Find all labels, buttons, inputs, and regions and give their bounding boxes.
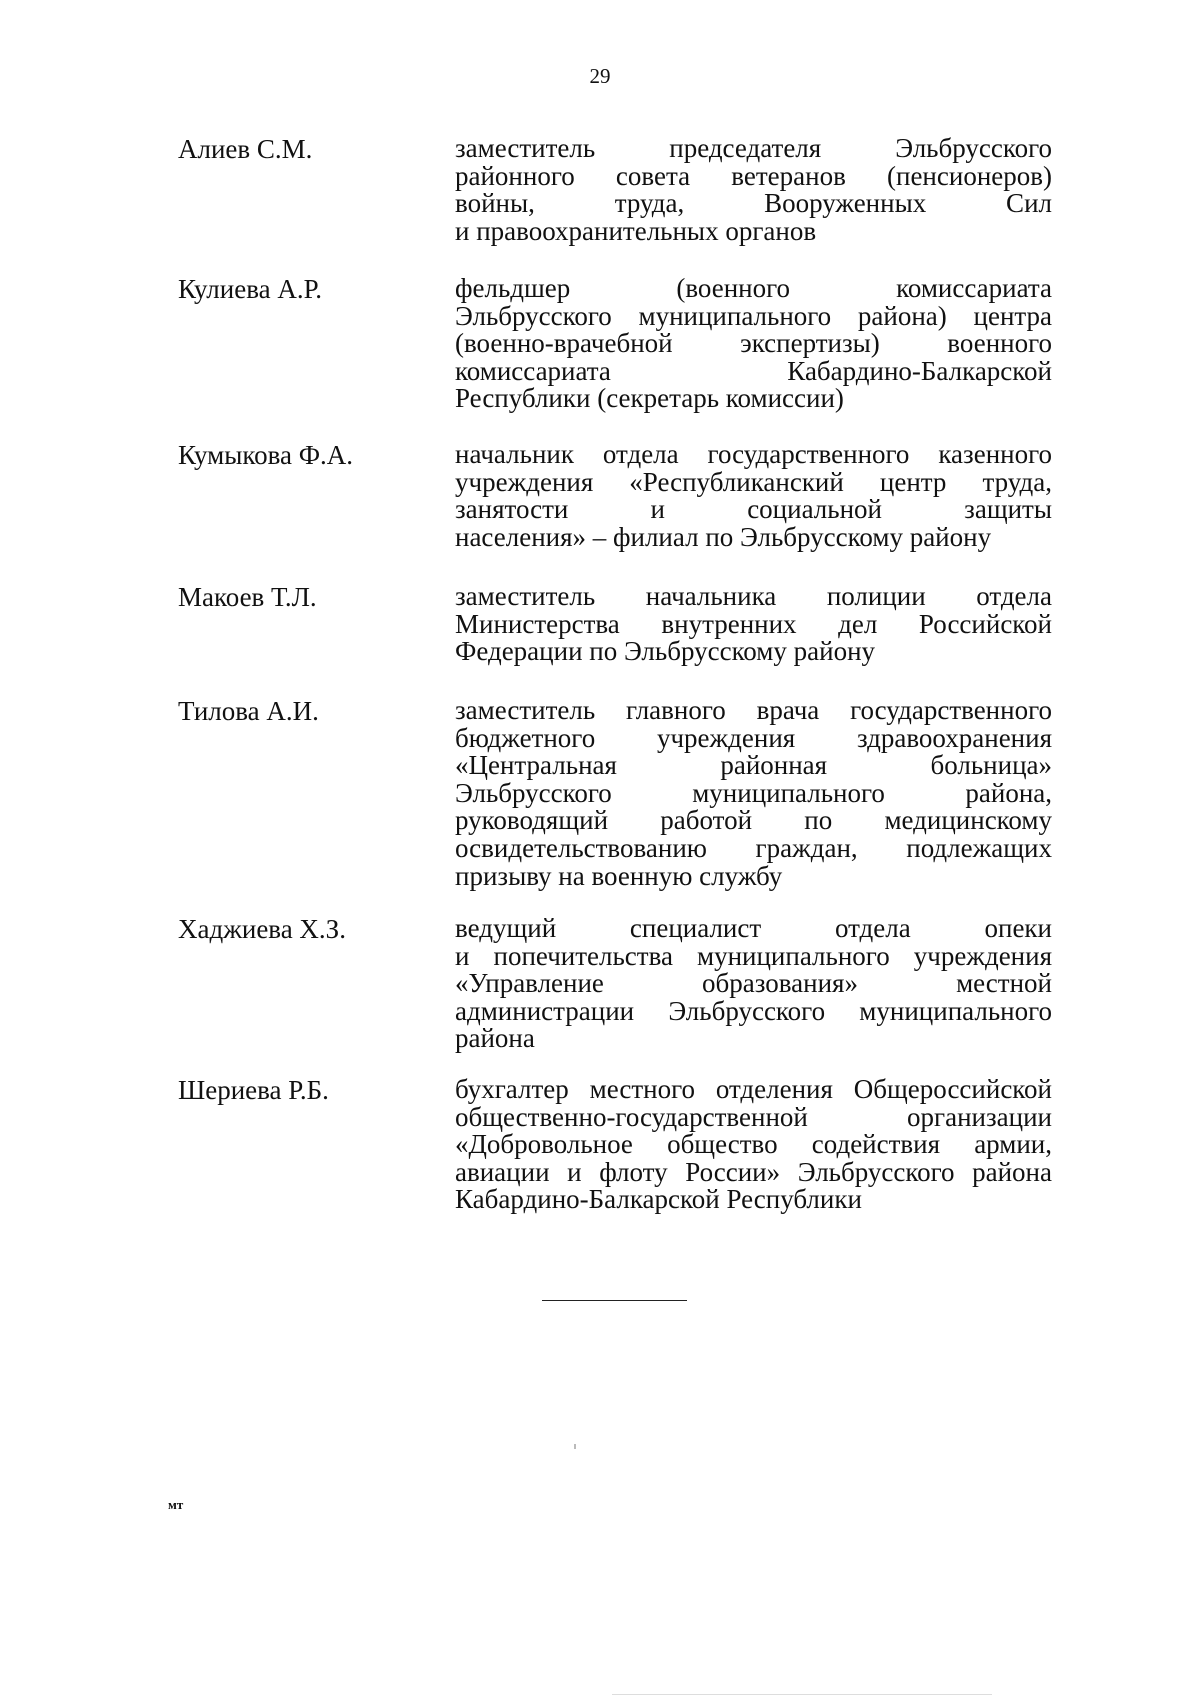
position-line: общественно-государственной организации <box>455 1101 1052 1132</box>
page-number: 29 <box>589 64 611 88</box>
position-line: «Управление образования» местной <box>455 968 1052 999</box>
member-name: Тилова А.И. <box>178 696 319 726</box>
position-line: ведущий специалист отдела опеки <box>455 913 1052 943</box>
position-line: и попечительства муниципального учреждения <box>455 940 1052 971</box>
scan-speck <box>574 1444 576 1449</box>
position-line: комиссариата Кабардино-Балкарской <box>455 355 1052 386</box>
member-position <box>455 441 1052 551</box>
position-line: бюджетного учреждения здравоохранения <box>455 722 1052 753</box>
member-name: Алиев С.М. <box>178 134 313 164</box>
position-line: района <box>455 1023 535 1054</box>
member-position <box>455 275 1052 413</box>
footer-initials: мт <box>168 1497 184 1512</box>
position-line: (военно-врачебной экспертизы) военного <box>455 328 1052 359</box>
position-line: освидетельствованию граждан, подлежащих <box>455 832 1052 863</box>
position-line: начальник отдела государственного казенного <box>455 439 1052 469</box>
position-line: заместитель начальника полиции отдела <box>455 581 1052 611</box>
position-line: заместитель председателя Эльбрусского <box>455 133 1052 163</box>
position-line: руководящий работой по медицинскому <box>455 805 1052 836</box>
position-line: Эльбрусского муниципального района, <box>455 777 1052 808</box>
position-line: фельдшер (военного комиссариата <box>455 273 1052 303</box>
member-name: Хаджиева Х.З. <box>178 914 346 944</box>
position-line: и правоохранительных органов <box>455 215 817 246</box>
position-line: Кабардино-Балкарской Республики <box>455 1184 862 1215</box>
position-line: призыву на военную службу <box>455 860 783 891</box>
member-name: Шериева Р.Б. <box>178 1075 329 1105</box>
member-position <box>455 583 1052 666</box>
position-line: войны, труда, Вооруженных Сил <box>455 188 1052 219</box>
position-line: бухгалтер местного отделения Общероссийской <box>455 1074 1052 1104</box>
position-line: заместитель главного врача государственного <box>455 695 1052 725</box>
member-name: Кулиева А.Р. <box>178 274 322 304</box>
closing-divider-line <box>542 1300 687 1301</box>
position-line: администрации Эльбрусского муниципального <box>455 995 1052 1026</box>
scan-edge-artifact <box>612 1694 992 1695</box>
position-line: «Центральная районная больница» <box>455 750 1052 781</box>
member-position <box>455 915 1052 1053</box>
member-position <box>455 1076 1052 1214</box>
position-line: «Добровольное общество содействия армии, <box>455 1129 1052 1160</box>
position-line: Республики (секретарь комиссии) <box>455 383 844 414</box>
position-line: населения» – филиал по Эльбрусскому району <box>455 521 992 552</box>
position-line: Федерации по Эльбрусскому району <box>455 636 876 667</box>
position-line: Министерства внутренних дел Российской <box>455 608 1052 639</box>
member-position <box>455 135 1052 245</box>
position-line: районного совета ветеранов (пенсионеров) <box>455 160 1052 191</box>
position-line: учреждения «Республиканский центр труда, <box>455 466 1052 497</box>
member-name: Кумыкова Ф.А. <box>178 440 354 470</box>
member-name: Макоев Т.Л. <box>178 582 317 612</box>
position-line: занятости и социальной защиты <box>455 494 1052 525</box>
member-position <box>455 697 1052 890</box>
position-line: Эльбрусского муниципального района) центра <box>455 300 1052 331</box>
position-line: авиации и флоту России» Эльбрусского района <box>455 1156 1052 1187</box>
